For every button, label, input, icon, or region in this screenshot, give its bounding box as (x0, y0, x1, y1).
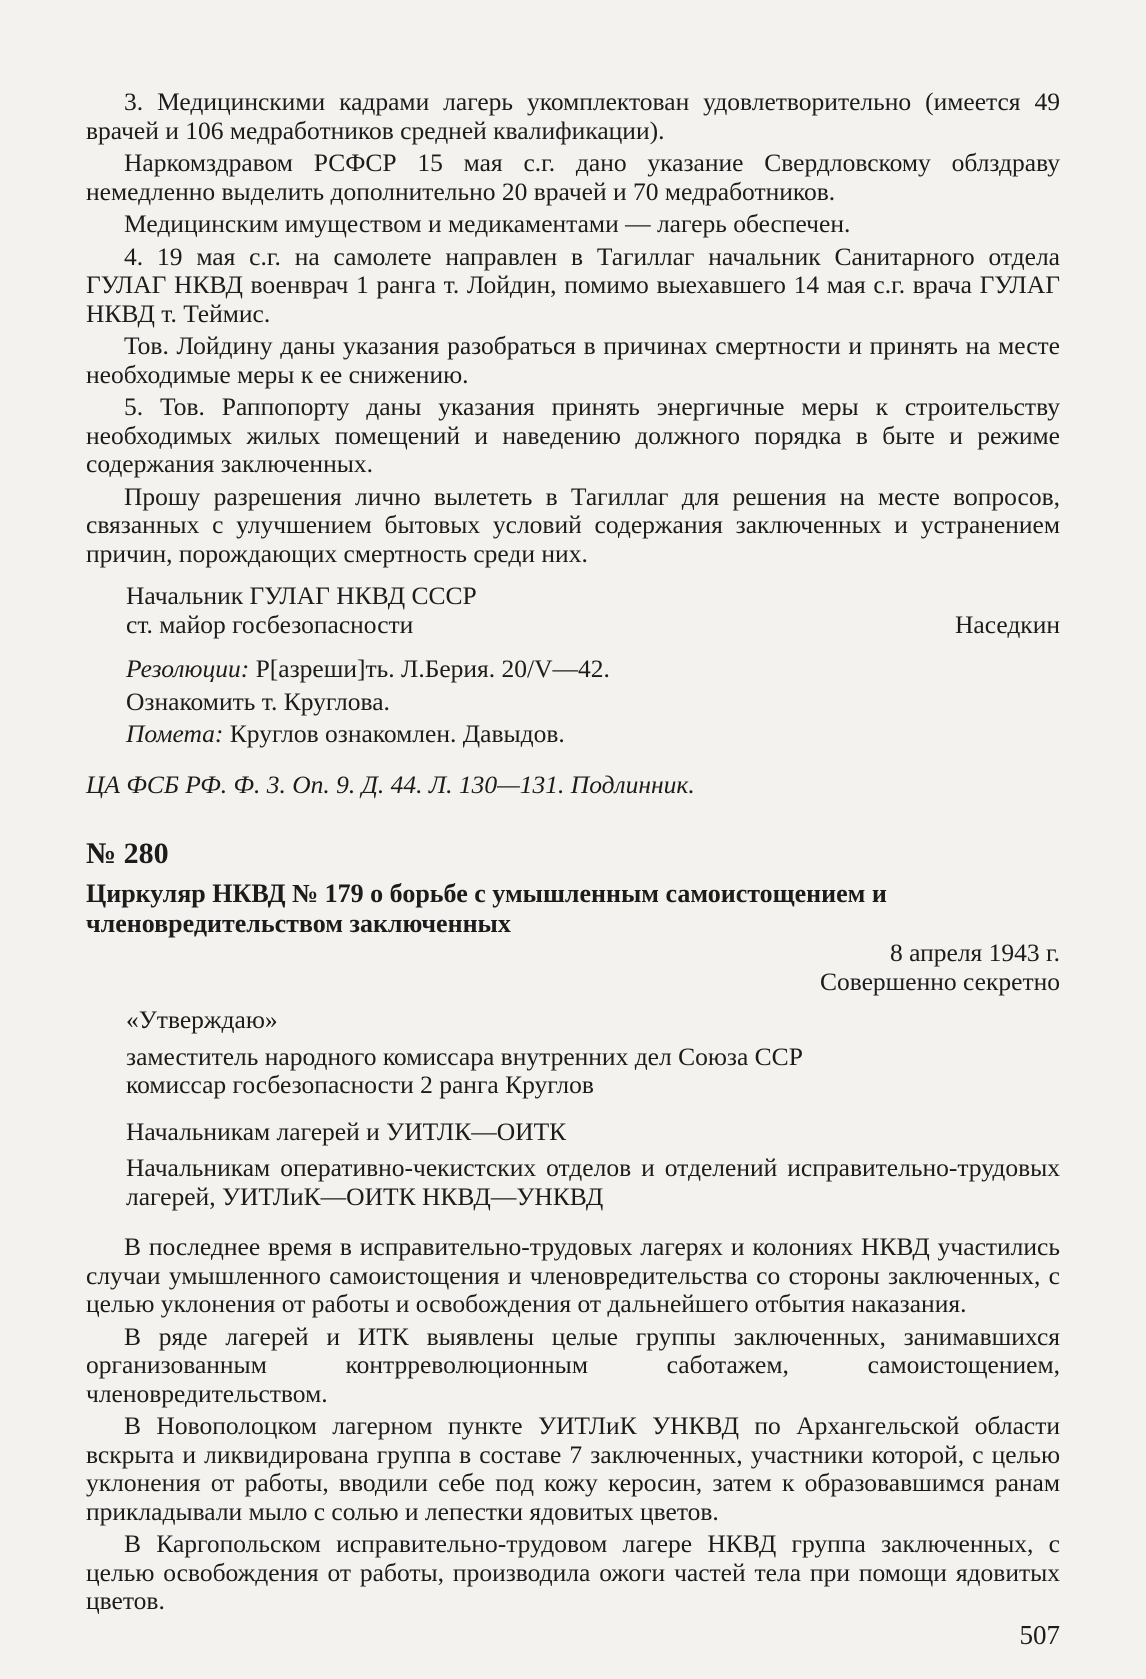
paragraph: 4. 19 мая с.г. на самолете направлен в Тагиллаг начальник Санитарного отдела ГУЛАГ НКВД военврач 1 ранга т. Лойдин, помимо выехавшего 14 мая с.г. врача ГУЛАГ НКВД т. Теймис. (86, 241, 1060, 328)
signature-rank: ст. майор госбезопасности (126, 609, 414, 639)
note-text: Круглов ознакомлен. Давыдов. (223, 719, 565, 748)
addressee: Начальникам лагерей и УИТЛК—ОИТК (126, 1116, 567, 1146)
paragraph: В Каргопольском исправительно-трудовом лагере НКВД группа заключенных, с целью освобождения от работы, производила ожоги частей тела при помощи ядовитых цветов. (86, 1529, 1060, 1615)
signature-name: Наседкин (954, 609, 1060, 639)
approver-line: заместитель народного комиссара внутренних дел Союза ССР (126, 1041, 803, 1071)
document-page (86, 88, 1060, 1620)
paragraph: 5. Тов. Раппопорту даны указания принять энергичные меры к строительству необходимых жилых помещений и наведению должного порядка в быте и режиме содержания заключенных. (86, 392, 1060, 478)
resolution-text: Р[азреши]ть. Л.Берия. 20/V—42. (249, 654, 610, 683)
classification-stamp: Совершенно секретно (819, 966, 1060, 996)
archive-reference: ЦА ФСБ РФ. Ф. 3. Оп. 9. Д. 44. Л. 130—131. Подлинник. (86, 769, 695, 799)
document-date: 8 апреля 1943 г. (890, 938, 1060, 967)
paragraph: В Новополоцком лагерном пункте УИТЛиК УНКВД по Архангельской области вскрыта и ликвидирована группа в составе 7 заключенных, участники которой, с целью уклонения от работы, вводили себе под кожу керосин, затем к образовавшимся ранам прикладывали мыло с солью и лепестки ядовитых цветов. (86, 1411, 1060, 1526)
addressee: Начальникам оперативно-чекистских отделов и отделений исправительно-трудовых лагерей, УИТЛиК—ОИТК НКВД—УНКВД (126, 1153, 1060, 1211)
resolution-label: Резолюции: (126, 654, 250, 683)
document-number: № 280 (86, 837, 169, 870)
resolutions-block (86, 655, 1060, 749)
signature-block (86, 582, 1060, 639)
note-label: Помета: (126, 719, 224, 748)
approve-label: «Утверждаю» (126, 1005, 278, 1034)
approver-line: комиссар госбезопасности 2 ранга Круглов (126, 1070, 594, 1099)
paragraph: В последнее время в исправительно-трудовых лагерях и колониях НКВД участились случаи умышленного самоистощения и членовредительства со стороны заключенных, с целью уклонения от работы и освобождения от дальнейшего отбытия наказания. (86, 1232, 1060, 1318)
paragraph: Прошу разрешения лично вылететь в Тагиллаг для решения на месте вопросов, связанных с улучшением бытовых условий содержания заключенных и устранением причин, порождающих смертность среди них. (86, 481, 1060, 568)
approval-block (86, 1006, 1060, 1100)
signature-position: Начальник ГУЛАГ НКВД СССР (126, 581, 477, 610)
page-number: 507 (1019, 1620, 1060, 1650)
resolution-line: Ознакомить т. Круглова. (126, 686, 390, 716)
paragraph: Тов. Лойдину даны указания разобраться в причинах смертности и принять на месте необходимые меры к ее снижению. (86, 331, 1060, 389)
document-title: Циркуляр НКВД № 179 о борьбе с умышленным самоистощением и членовредительством заключенных (86, 879, 887, 938)
paragraph: Наркомздравом РСФСР 15 мая с.г. дано указание Свердловскому облздраву немедленно выделить дополнительно 20 врачей и 70 медработников. (86, 148, 1060, 206)
paragraph: 3. Медицинскими кадрами лагерь укомплектован удовлетворительно (имеется 49 врачей и 106 медработников средней квалификации). (86, 87, 1060, 145)
paragraph: Медицинским имуществом и медикаментами — лагерь обеспечен. (124, 209, 851, 238)
paragraph: В ряде лагерей и ИТК выявлены целые группы заключенных, занимавшихся организованным контрреволюционным саботажем, самоистощением, членовредительством. (86, 1321, 1060, 1408)
document-body (86, 1233, 1060, 1616)
